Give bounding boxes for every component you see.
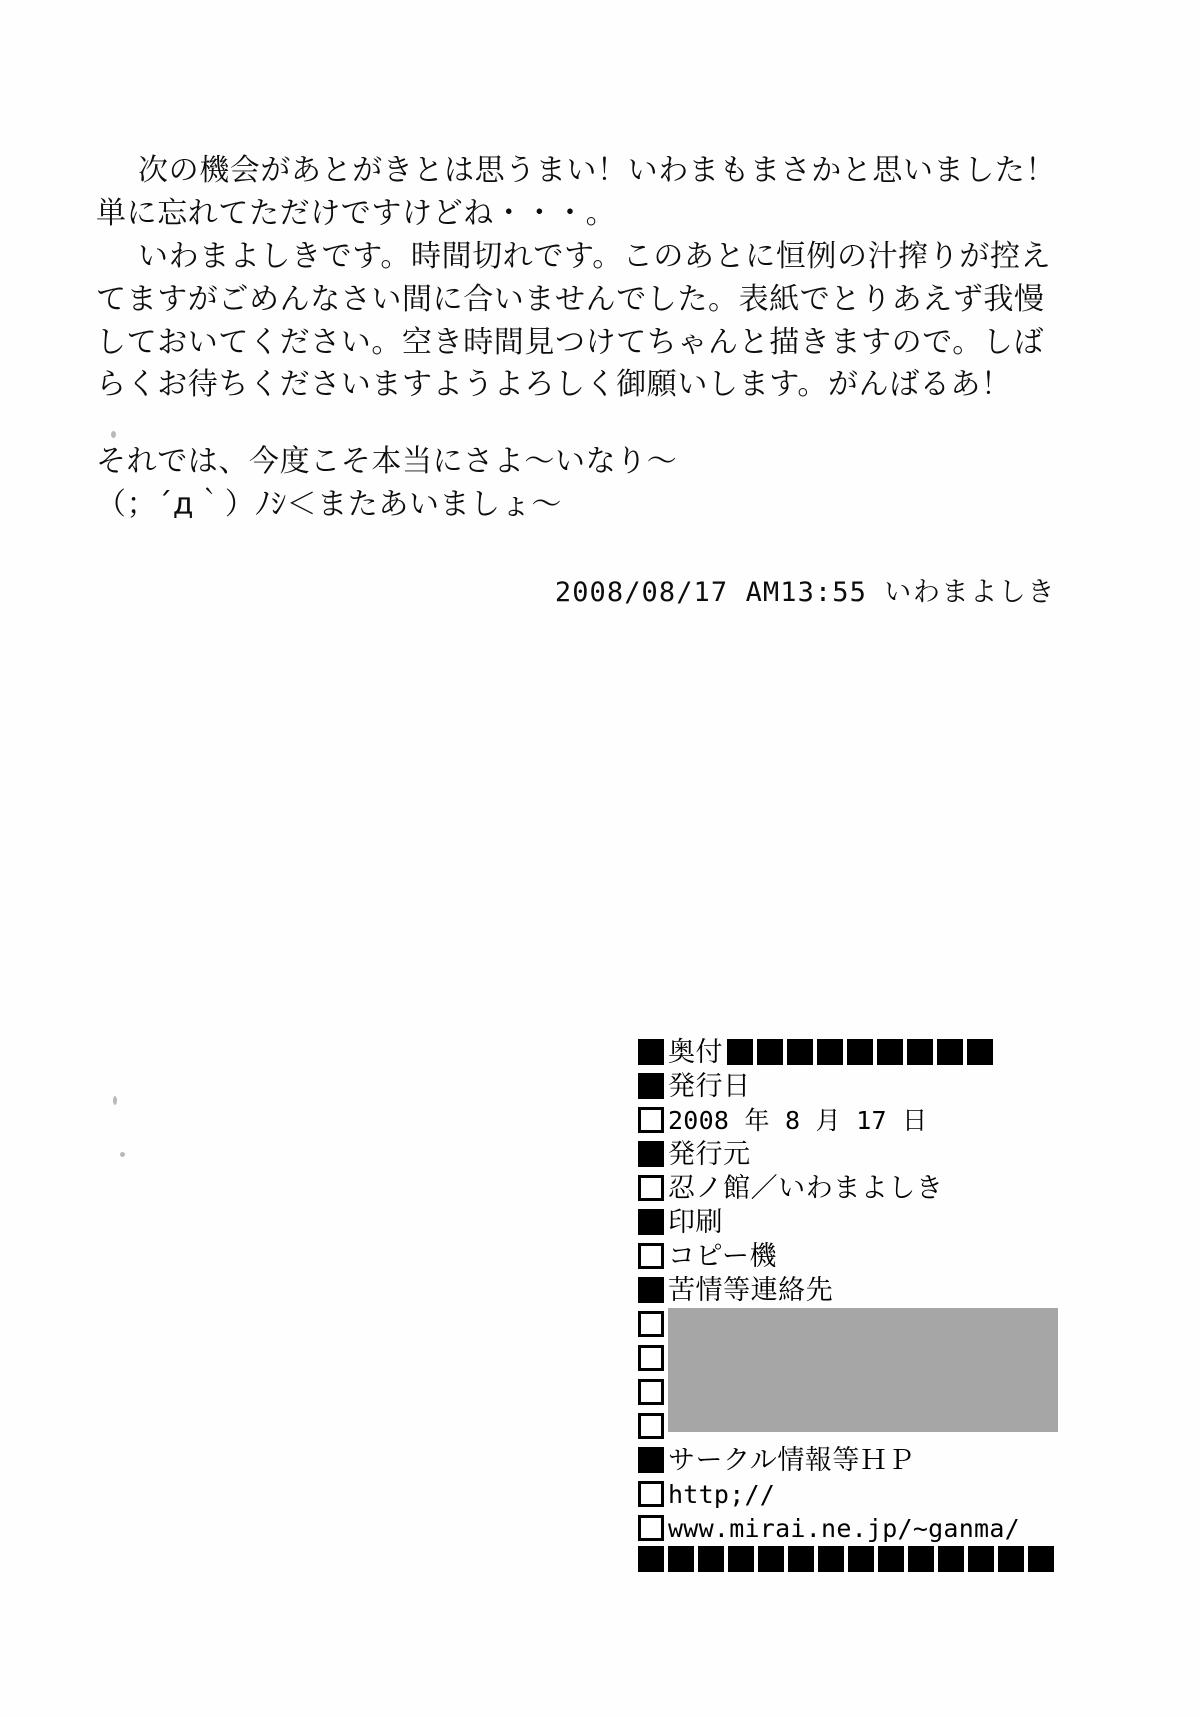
colophon-top-bar [727,1037,997,1067]
redacted-row [638,1410,1058,1442]
colophon-value: コピー機 [668,1240,778,1272]
signature-line [96,570,1056,609]
colophon-row-printing-value [638,1240,1058,1272]
colophon-row-homepage-label [638,1444,1058,1476]
colophon-block [638,1036,1058,1576]
url-line-2[interactable]: www.mirai.ne.jp/~ganma/ [668,1513,1020,1543]
redacted-row [638,1342,1058,1374]
hollow-square-marker-icon [638,1481,664,1507]
filled-square-marker-icon [938,1546,964,1572]
filled-square-marker-icon [877,1039,903,1065]
hollow-square-marker-icon [638,1515,664,1541]
filled-square-marker-icon [908,1546,934,1572]
colophon-value: 忍ノ館／いわまよしき [668,1172,944,1204]
colophon-row-publisher-label [638,1138,1058,1170]
filled-square-marker-icon [818,1546,844,1572]
colophon-label: 発行日 [668,1070,751,1102]
filled-square-marker-icon [968,1546,994,1572]
filled-square-marker-icon [638,1277,664,1303]
page-speck [120,1152,125,1157]
filled-square-marker-icon [817,1039,843,1065]
filled-square-marker-icon [907,1039,933,1065]
colophon-row-url-1[interactable] [638,1478,1058,1510]
afterword-paragraph-3: それでは、今度こそ本当にさよ～いなり～ [96,444,678,480]
filled-square-marker-icon [728,1546,754,1572]
filled-square-marker-icon [668,1546,694,1572]
colophon-row-publisher-value [638,1172,1058,1204]
filled-square-marker-icon [788,1546,814,1572]
hollow-square-marker-icon [638,1311,664,1337]
colophon-row-url-2[interactable] [638,1512,1058,1544]
colophon-row-printing-label [638,1206,1058,1238]
filled-square-marker-icon [758,1546,784,1572]
filled-square-marker-icon [1028,1546,1054,1572]
filled-square-marker-icon [757,1039,783,1065]
colophon-label: 印刷 [668,1206,724,1238]
afterword-paragraph-1: 次の機会があとがきとは思うまい！いわまもまさかと思いました！単に忘れてただけですけどね・・・。 [96,153,1056,231]
afterword-text-block [96,150,1056,527]
filled-square-marker-icon [847,1039,873,1065]
filled-square-marker-icon [967,1039,993,1065]
colophon-title-row [638,1036,1058,1068]
filled-square-marker-icon [638,1209,664,1235]
hollow-square-marker-icon [638,1243,664,1269]
colophon-label: サークル情報等ＨＰ [668,1444,916,1476]
afterword-paragraph-4: （；´д｀）ﾉｼ＜またあいましょ～ [96,487,562,523]
redacted-contact-area [638,1308,1058,1442]
filled-square-marker-icon [698,1546,724,1572]
hollow-square-marker-icon [638,1379,664,1405]
filled-square-marker-icon [638,1447,664,1473]
filled-square-marker-icon [998,1546,1024,1572]
filled-square-marker-icon [638,1546,664,1572]
colophon-label: 苦情等連絡先 [668,1274,834,1306]
colophon-bottom-bar [638,1546,1058,1576]
url-line-1[interactable]: http;// [668,1479,776,1509]
colophon-row-contact-label [638,1274,1058,1306]
redacted-row [638,1376,1058,1408]
filled-square-marker-icon [638,1039,664,1065]
filled-square-marker-icon [787,1039,813,1065]
filled-square-marker-icon [727,1039,753,1065]
filled-square-marker-icon [638,1073,664,1099]
page-speck [113,1096,117,1105]
filled-square-marker-icon [848,1546,874,1572]
hollow-square-marker-icon [638,1345,664,1371]
paragraph-spacer [96,407,1056,441]
redacted-row [638,1308,1058,1340]
colophon-row-publish-date-label [638,1070,1058,1102]
colophon-value: 2008 年 8 月 17 日 [668,1105,928,1135]
signature-author: いわまよしき [884,577,1056,608]
hollow-square-marker-icon [638,1413,664,1439]
filled-square-marker-icon [878,1546,904,1572]
hollow-square-marker-icon [638,1107,664,1133]
colophon-title: 奥付 [668,1036,724,1068]
colophon-label: 発行元 [668,1138,751,1170]
afterword-paragraph-2: いわまよしきです。時間切れです。このあとに恒例の汁搾りが控えてますがごめんなさい間に合いませんでした。表紙でとりあえず我慢しておいてください。空き時間見つけてちゃんと描きますので。しばらくお待ちくださいますようよろしく御願いします。がんばるあ！ [96,238,1052,403]
page-speck [111,431,116,438]
colophon-row-publish-date-value [638,1104,1058,1136]
hollow-square-marker-icon [638,1175,664,1201]
filled-square-marker-icon [638,1141,664,1167]
filled-square-marker-icon [937,1039,963,1065]
signature-date: 2008/08/17 AM13:55 [554,577,867,608]
